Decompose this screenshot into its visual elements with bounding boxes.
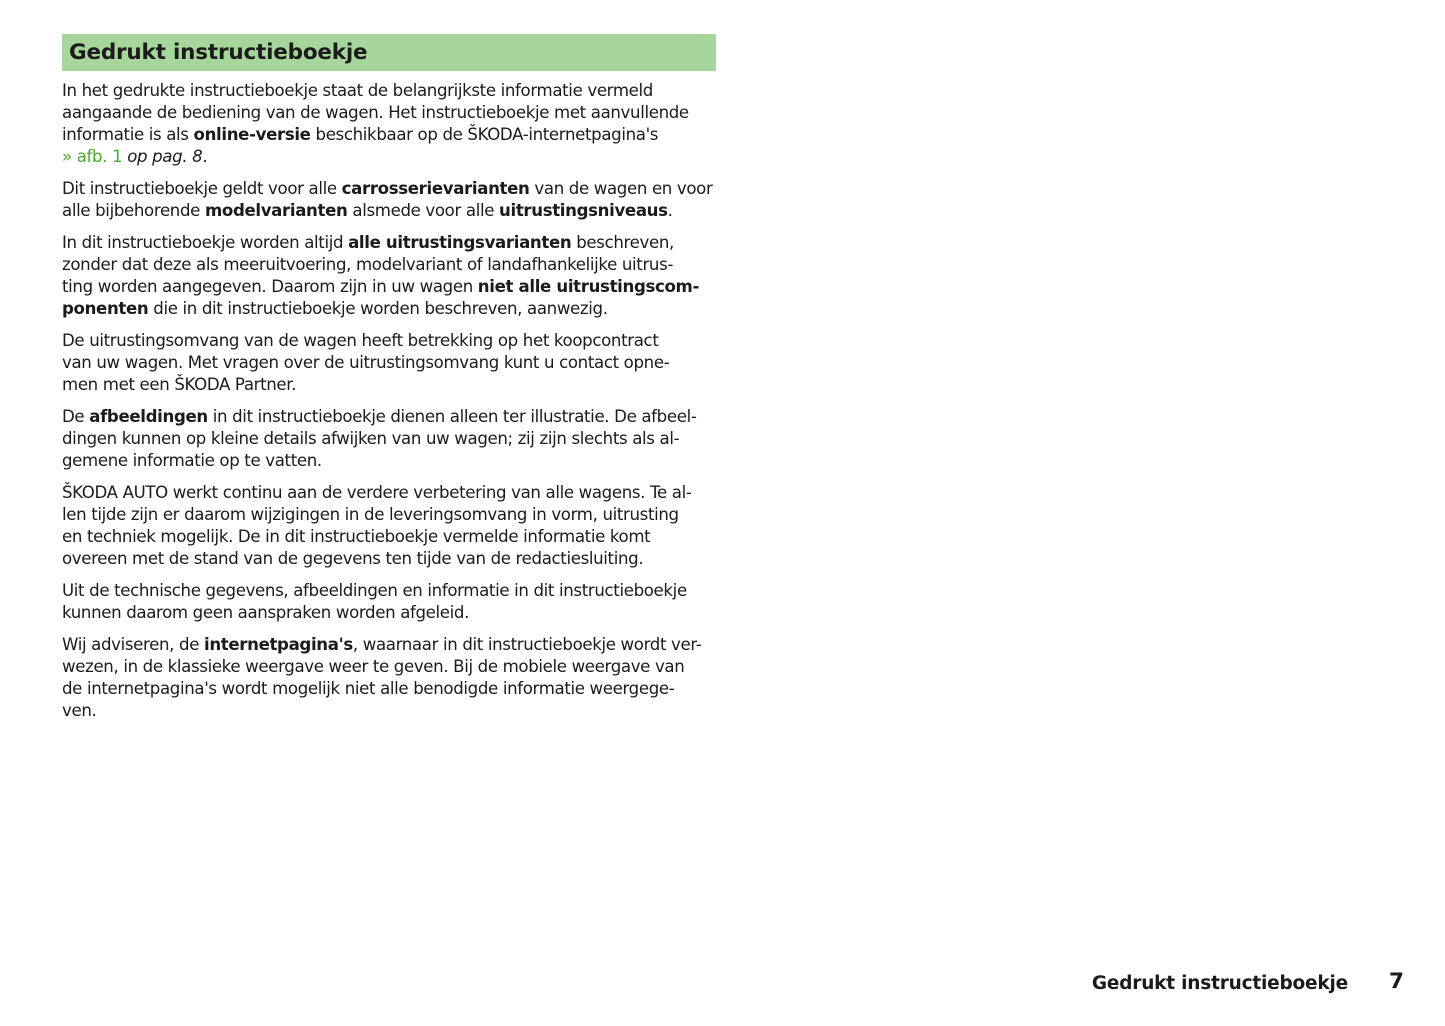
text-segment: gemene informatie op te vatten. bbox=[62, 451, 322, 470]
text-line bbox=[62, 298, 716, 320]
text-segment: aangaande de bediening van de wagen. Het instructieboekje met aanvullende bbox=[62, 103, 689, 122]
text-segment: ting worden aangegeven. Daarom zijn in uw wagen bbox=[62, 277, 478, 296]
text-segment: ven. bbox=[62, 701, 97, 720]
text-segment: De uitrustingsomvang van de wagen heeft betrekking op het koopcontract bbox=[62, 331, 659, 350]
text-segment: , waarnaar in dit instructieboekje wordt ver- bbox=[352, 635, 702, 654]
text-line bbox=[62, 200, 716, 222]
text-segment: Dit instructieboekje geldt voor alle bbox=[62, 179, 342, 198]
text-line bbox=[62, 374, 716, 396]
text-segment: informatie is als bbox=[62, 125, 194, 144]
page-content bbox=[62, 34, 716, 732]
text-line bbox=[62, 352, 716, 374]
text-segment: len tijde zijn er daarom wijzigingen in de leveringsomvang in vorm, uitrusting bbox=[62, 505, 679, 524]
text-segment: beschreven, bbox=[571, 233, 674, 252]
text-segment: de internetpagina's wordt mogelijk niet alle benodigde informatie weergege- bbox=[62, 679, 675, 698]
text-segment: . bbox=[667, 201, 673, 220]
paragraph bbox=[62, 634, 716, 722]
text-segment: in dit instructieboekje dienen alleen ter illustratie. De afbeel- bbox=[207, 407, 697, 426]
paragraph bbox=[62, 580, 716, 624]
text-line bbox=[62, 602, 716, 624]
text-segment: beschikbaar op de ŠKODA-internetpagina's bbox=[310, 125, 659, 144]
text-segment: wezen, in de klassieke weergave weer te geven. Bij de mobiele weergave van bbox=[62, 657, 685, 676]
text-segment: alle bijbehorende bbox=[62, 201, 205, 220]
text-segment: en techniek mogelijk. De in dit instructieboekje vermelde informatie komt bbox=[62, 527, 651, 546]
figure-link[interactable]: » afb. 1 bbox=[62, 147, 123, 166]
text-segment: ŠKODA AUTO werkt continu aan de verdere verbetering van alle wagens. Te al- bbox=[62, 483, 692, 502]
text-line bbox=[62, 548, 716, 570]
text-line bbox=[62, 580, 716, 602]
bold-term: internetpagina's bbox=[203, 635, 353, 654]
text-line bbox=[62, 232, 716, 254]
bold-term: carrosserievarianten bbox=[341, 179, 530, 198]
text-line bbox=[62, 428, 716, 450]
text-line bbox=[62, 678, 716, 700]
footer-section-title: Gedrukt instructieboekje bbox=[1091, 973, 1348, 994]
text-line bbox=[62, 634, 716, 656]
text-line bbox=[62, 450, 716, 472]
bold-term: niet alle uitrustingscom- bbox=[477, 277, 700, 296]
text-line bbox=[62, 80, 716, 102]
text-segment: Wij adviseren, de bbox=[62, 635, 204, 654]
text-segment: In dit instructieboekje worden altijd bbox=[62, 233, 349, 252]
bold-term: modelvarianten bbox=[204, 201, 348, 220]
bold-term: afbeeldingen bbox=[89, 407, 208, 426]
paragraph bbox=[62, 406, 716, 472]
text-segment: . bbox=[202, 147, 208, 166]
text-segment: kunnen daarom geen aanspraken worden afgeleid. bbox=[62, 603, 470, 622]
text-line bbox=[62, 482, 716, 504]
text-segment: men met een ŠKODA Partner. bbox=[62, 375, 297, 394]
paragraph bbox=[62, 232, 716, 320]
text-line bbox=[62, 178, 716, 200]
paragraph bbox=[62, 482, 716, 570]
text-segment: alsmede voor alle bbox=[347, 201, 500, 220]
section-heading-bar bbox=[62, 34, 716, 71]
text-segment: zonder dat deze als meeruitvoering, modelvariant of landafhankelijke uitrus- bbox=[62, 255, 674, 274]
text-line bbox=[62, 406, 716, 428]
bold-term: ponenten bbox=[62, 299, 149, 318]
text-line bbox=[62, 254, 716, 276]
text-segment: van uw wagen. Met vragen over de uitrustingsomvang kunt u contact opne- bbox=[62, 353, 670, 372]
text-line bbox=[62, 102, 716, 124]
text-line bbox=[62, 656, 716, 678]
text-line bbox=[62, 526, 716, 548]
text-line bbox=[62, 124, 716, 146]
text-segment: Uit de technische gegevens, afbeeldingen en informatie in dit instructieboekje bbox=[62, 581, 687, 600]
text-line bbox=[62, 700, 716, 722]
text-segment: In het gedrukte instructieboekje staat de belangrijkste informatie vermeld bbox=[62, 81, 653, 100]
bold-term: alle uitrustingsvarianten bbox=[348, 233, 572, 252]
text-line bbox=[62, 276, 716, 298]
paragraph bbox=[62, 178, 716, 222]
paragraph bbox=[62, 80, 716, 168]
text-segment: overeen met de stand van de gegevens ten tijde van de redactiesluiting. bbox=[62, 549, 644, 568]
page-reference: op pag. 8 bbox=[127, 147, 203, 166]
text-line bbox=[62, 146, 716, 168]
bold-term: uitrustingsniveaus bbox=[499, 201, 668, 220]
page-number: 7 bbox=[1389, 969, 1404, 994]
body-text bbox=[62, 80, 716, 722]
text-segment: die in dit instructieboekje worden beschreven, aanwezig. bbox=[148, 299, 608, 318]
text-segment: van de wagen en voor bbox=[529, 179, 713, 198]
text-line bbox=[62, 504, 716, 526]
section-heading: Gedrukt instructieboekje bbox=[69, 40, 368, 65]
text-line bbox=[62, 330, 716, 352]
text-segment: De bbox=[62, 407, 90, 426]
paragraph bbox=[62, 330, 716, 396]
bold-term: online-versie bbox=[193, 125, 311, 144]
text-segment: dingen kunnen op kleine details afwijken van uw wagen; zij zijn slechts als al- bbox=[62, 429, 680, 448]
